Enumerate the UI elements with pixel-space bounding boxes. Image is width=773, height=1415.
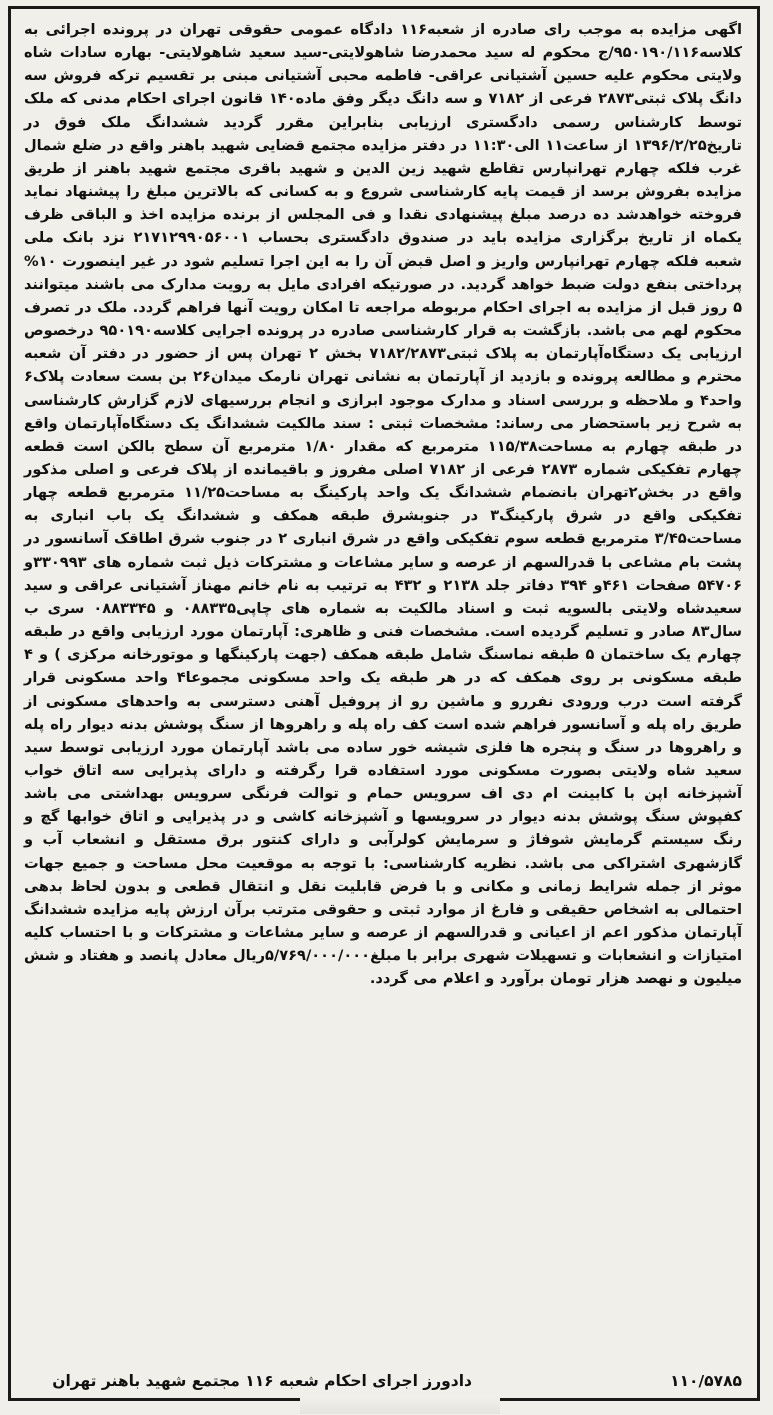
notice-code: ۱۱۰/۵۷۸۵	[670, 1372, 742, 1390]
notice-footer	[22, 1370, 742, 1398]
notice-paragraph: اگهی مزایده به موجب رای صادره از شعبه۱۱۶ دادگاه عمومی حقوقی تهران در پرونده اجرائی به کلاسه۹۵۰۱۹۰/۱۱۶/ج محکوم له سید محمدرضا شاهولایتی-سید سعید شاهولایتی- بهاره سادات شاه ولایتی محکوم علیه حسین آشتیانی عراقی- فاطمه محبی آشتیانی مبنی بر تقسیم ترکه فروش سه دانگ پلاک ثبتی۲۸۷۳ فرعی از ۷۱۸۲ و سه دانگ دیگر وفق ماده۱۴۰ قانون اجرای احکام مدنی که ملک توسط کارشناس رسمی دادگستری ارزیابی بنابراین مقرر گردید ششدانگ ملک فوق در تاریخ۱۳۹۶/۲/۲۵ از ساعت۱۱ الی۱۱:۳۰ در دفتر مزایده مجتمع قضایی شهید باهنر واقع در ضلع شمال غرب فلکه چهارم تهرانپارس تقاطع شهید زین الدین و شهید باقری مجتمع شهید باهنر از طریق مزایده بفروش برسد از قیمت پایه کارشناسی شروع و به کسانی که بالاترین مبلغ را پیشنهاد نماید فروخته خواهدشد ده درصد مبلغ پیشنهادی نقدا و فی المجلس از برنده مزایده اخذ و الباقی ظرف یکماه از تاریخ برگزاری مزایده باید در صندوق دادگستری بحساب ۲۱۷۱۲۹۹۰۵۶۰۰۱ نزد بانک ملی شعبه فلکه چهارم تهرانپارس واریز و اصل قبض آن را به این اجرا تسلیم شود در غیر اینصورت ۱۰% پرداختی بنفع دولت ضبط خواهد گردید. در صورتیکه افرادی مایل به رویت مدارک می باشند میتوانند ۵ روز قبل از مزایده به اجرای احکام مربوطه مراجعه تا امکان رویت آنها فراهم گردد. ملک در تصرف محکوم لهم می باشد. بازگشت به قرار کارشناسی صادره در پرونده اجرایی کلاسه۹۵۰۱۹۰ درخصوص ارزیابی یک دستگاه‌آپارتمان به پلاک ثبتی۷۱۸۲/۲۸۷۳ بخش ۲ تهران پس از حضور در دفتر آن شعبه محترم و مطالعه پرونده و بازدید از آپارتمان به نشانی تهران نارمک میدان۲۶ بن بست سعادت پلاک۶ واحد۴ و ملاحظه و بررسی اسناد و مدارک موجود ابرازی و انجام بررسیهای لازم گزارش کارشناسی به شرح زیر باستحضار می رساند: مشخصات ثبتی : سند مالکیت ششدانگ یک دستگاه‌آپارتمان واقع در طبقه چهارم به مساحت۱۱۵/۳۸ مترمربع که مقدار ۱/۸۰ مترمربع آن سطح بالکن است قطعه چهارم تفکیکی شماره ۲۸۷۳ فرعی از ۷۱۸۲ اصلی مفروز و باقیمانده از پلاک فرعی و اصلی مذکور واقع در بخش۲تهران بانضمام ششدانگ یک واحد پارکینگ به مساحت۱۱/۲۵ مترمربع قطعه چهار تفکیکی واقع در شرق پارکینگ۳ در جنوبشرق طبقه همکف و ششدانگ یک باب انباری به مساحت۳/۴۵ مترمربع قطعه سوم تفکیکی واقع در شرق انباری ۲ در جنوب شرق اطاقک آسانسور در پشت بام مشاعی با قدرالسهم از عرصه و سایر مشاعات و مشترکات ذیل ثبت شماره های ۳۳۰۹۹۳و ۵۴۷۰۶ صفحات ۴۶۱و ۳۹۴ دفاتر جلد ۲۱۳۸ و ۴۳۲ به ترتیب به نام خانم مهناز آشتیانی عراقی و سید سعیدشاه ولایتی بالسویه ثبت و اسناد مالکیت به شماره های چاپی۰۸۸۳۳۵ و ۰۸۸۳۳۴۵ سری ب سال۸۳ صادر و تسلیم گردیده است. مشخصات فنی و ظاهری: آپارتمان مورد ارزیابی واقع در طبقه چهارم یک ساختمان ۵ طبقه نماسنگ شامل طبقه همکف (جهت پارکینگها و موتورخانه مرکزی ) و ۴ طبقه مسکونی بر روی همکف که در هر طبقه یک واحد مسکونی مجموعا۴ واحد مسکونی قرار گرفته است درب ورودی نفررو و ماشین رو از پروفیل آهنی دسترسی به واحدهای مسکونی از طریق راه پله و آسانسور فراهم شده است کف راه پله و راهروها از سنگ پوشش بدنه دیوار راه پله و راهروها در سنگ و پنجره ها فلزی شیشه خور ساده می باشد آپارتمان مورد ارزیابی توسط سید سعید شاه ولایتی بصورت مسکونی مورد استفاده قرا رگرفته و دارای پذیرایی سه اتاق خواب آشپزخانه اپن با کابینت ام دی اف سرویس حمام و توالت فرنگی سرویس بهداشتی می باشد کفپوش سنگ پوشش بدنه دیوار در سرویسها و آشپزخانه کاشی و در پذیرایی و اتاق خوابها گچ و رنگ سیستم گرمایش شوفاژ و سرمایش کولرآبی و دارای کنتور برق مستقل و انشعاب آب و گازشهری اشتراکی می باشد. نظریه کارشناسی: با توجه به موقعیت محل مساحت و جمیع جهات موثر از جمله شرایط زمانی و مکانی و با فرض قابلیت نقل و انتقال قطعی و بدون لحاظ بدهی احتمالی به اشخاص حقیقی و فارغ از موارد ثبتی و حقوقی مترتب برآن ارزش پایه مزایده ششدانگ آپارتمان مذکور اعم از اعیانی و قدرالسهم از عرصه و سایر مشاعات و مشترکات و با احتساب کلیه امتیازات و انشعابات و تسهیلات شهری برابر با مبلغ۵/۷۶۹/۰۰۰/۰۰۰ریال معادل پانصد و هفتاد و شش میلیون و نهصد هزار تومان برآورد و اعلام می گردد.	[24, 21, 743, 988]
notice-signature: دادورز اجرای احکام شعبه ۱۱۶ مجتمع شهید باهنر تهران	[52, 1372, 472, 1390]
clipping-bottom-edge	[300, 1398, 500, 1414]
auction-notice-text	[24, 18, 742, 991]
